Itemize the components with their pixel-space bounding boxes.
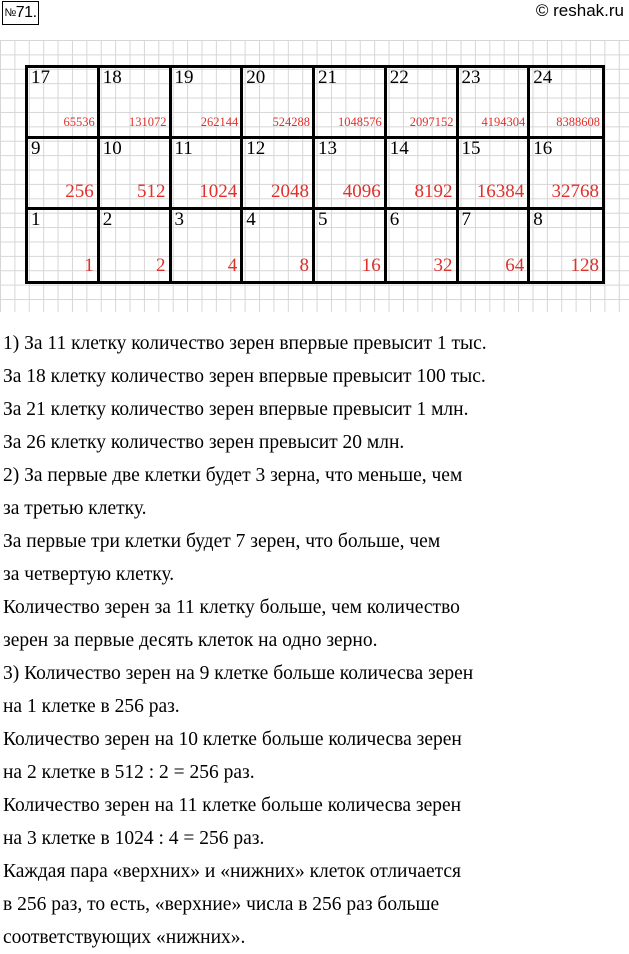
cell-index: 1	[31, 209, 41, 230]
cell-grain-count: 16	[361, 255, 381, 276]
number-sign: №	[4, 7, 16, 19]
cell-grain-count: 1048576	[338, 115, 382, 129]
solution-text	[3, 327, 623, 954]
cell-index: 12	[246, 138, 266, 159]
cell-index: 19	[174, 67, 194, 88]
cell-index: 2	[102, 209, 113, 230]
cell-index: 15	[461, 138, 481, 159]
cell-grain-count: 131072	[129, 115, 167, 129]
cell-grain-count: 16384	[476, 181, 525, 202]
board-cell	[28, 139, 100, 210]
cell-grain-count: 4	[227, 255, 238, 276]
site-watermark: © reshak.ru	[535, 1, 624, 20]
cell-grain-count: 2	[156, 255, 166, 276]
text-line: зерен за первые десять клеток на одно зерно.	[3, 630, 378, 651]
text-line: Количество зерен за 11 клетку больше, чем количество	[3, 597, 460, 618]
text-line: за третью клетку.	[3, 498, 147, 519]
cell-grain-count: 512	[137, 181, 166, 202]
board-cell	[315, 68, 387, 139]
cell-grain-count: 1024	[199, 181, 238, 202]
board-cell	[28, 210, 100, 281]
cell-index: 17	[31, 67, 50, 88]
exercise-number-value: 71.	[15, 4, 37, 21]
cell-index: 5	[318, 209, 328, 230]
cell-grain-count: 65536	[63, 115, 95, 129]
cell-grain-count: 1	[84, 255, 94, 276]
text-line: За 26 клетку количество зерен превысит 20 млн.	[3, 432, 405, 453]
cell-index: 20	[246, 67, 266, 88]
board-cell	[530, 68, 602, 139]
cell-grain-count: 4096	[342, 181, 381, 202]
cell-index: 24	[533, 67, 553, 88]
board-cell	[172, 139, 244, 210]
board-cell	[243, 139, 315, 210]
cell-index: 23	[461, 67, 481, 88]
cell-grain-count: 32768	[551, 181, 599, 202]
cell-grain-count: 8	[299, 255, 309, 276]
board-cell	[172, 68, 244, 139]
board-cell	[459, 210, 531, 281]
cell-grain-count: 4194304	[481, 115, 526, 129]
text-line: за четвертую клетку.	[3, 564, 175, 585]
text-line: За 18 клетку количество зерен впервые превысит 100 тыс.	[3, 366, 486, 387]
cell-index: 14	[389, 138, 409, 159]
board-cell	[100, 68, 172, 139]
cell-grain-count: 32	[433, 255, 453, 276]
cell-index: 8	[533, 209, 543, 230]
cell-index: 10	[102, 138, 122, 159]
board-cell	[315, 210, 387, 281]
board-cell	[459, 68, 531, 139]
cell-index: 18	[102, 67, 122, 88]
board-cell	[315, 139, 387, 210]
board-cell	[459, 139, 531, 210]
text-line: 2) За первые две клетки будет 3 зерна, что меньше, чем	[3, 465, 463, 486]
board-cell	[172, 210, 244, 281]
text-line: За первые три клетки будет 7 зерен, что больше, чем	[3, 531, 441, 552]
board-cell	[387, 139, 459, 210]
board-cell	[28, 68, 100, 139]
cell-index: 11	[174, 138, 193, 159]
text-line: соответствующих «нижних».	[3, 927, 246, 948]
text-line: на 3 клетке в 1024 : 4 = 256 раз.	[3, 828, 265, 849]
text-line: 1) За 11 клетку количество зерен впервые превысит 1 тыс.	[3, 333, 487, 354]
board-cell	[243, 68, 315, 139]
cell-grain-count: 524288	[272, 115, 310, 129]
board-cell	[243, 210, 315, 281]
board-cell	[387, 68, 459, 139]
cell-index: 7	[461, 209, 471, 230]
board-cell	[530, 210, 602, 281]
cell-index: 21	[318, 67, 337, 88]
cell-index: 16	[533, 138, 553, 159]
text-line: Количество зерен на 10 клетке больше количесва зерен	[3, 729, 462, 750]
cell-grain-count: 64	[505, 255, 525, 276]
board-cell	[530, 139, 602, 210]
text-line: 3) Количество зерен на 9 клетке больше количесва зерен	[3, 663, 474, 684]
cell-grain-count: 8192	[414, 181, 453, 202]
cell-grain-count: 128	[570, 255, 599, 276]
cell-grain-count: 262144	[200, 115, 239, 129]
text-line: Каждая пара «верхних» и «нижних» клеток отличается	[3, 861, 461, 882]
text-line: на 1 клетке в 256 раз.	[3, 696, 180, 717]
text-line: в 256 раз, то есть, «верхние» числа в 256 раз больше	[3, 894, 440, 915]
cell-grain-count: 2097152	[409, 115, 454, 129]
cell-index: 3	[174, 209, 184, 230]
cell-index: 6	[389, 209, 400, 230]
exercise-number	[2, 1, 39, 25]
cell-grain-count: 2048	[271, 181, 309, 202]
board-cell	[100, 210, 172, 281]
text-line: За 21 клетку количество зерен впервые превысит 1 млн.	[3, 399, 469, 420]
board-cell	[100, 139, 172, 210]
cell-index: 22	[389, 67, 409, 88]
cell-index: 9	[31, 138, 41, 159]
cell-index: 13	[318, 138, 337, 159]
board-cell	[387, 210, 459, 281]
text-line: Количество зерен на 11 клетке больше количесва зерен	[3, 795, 462, 816]
cell-index: 4	[246, 209, 256, 230]
cell-grain-count: 8388608	[556, 115, 600, 129]
text-line: на 2 клетке в 512 : 2 = 256 раз.	[3, 762, 255, 783]
cell-grain-count: 256	[65, 181, 94, 202]
chessboard-grid	[25, 65, 605, 284]
